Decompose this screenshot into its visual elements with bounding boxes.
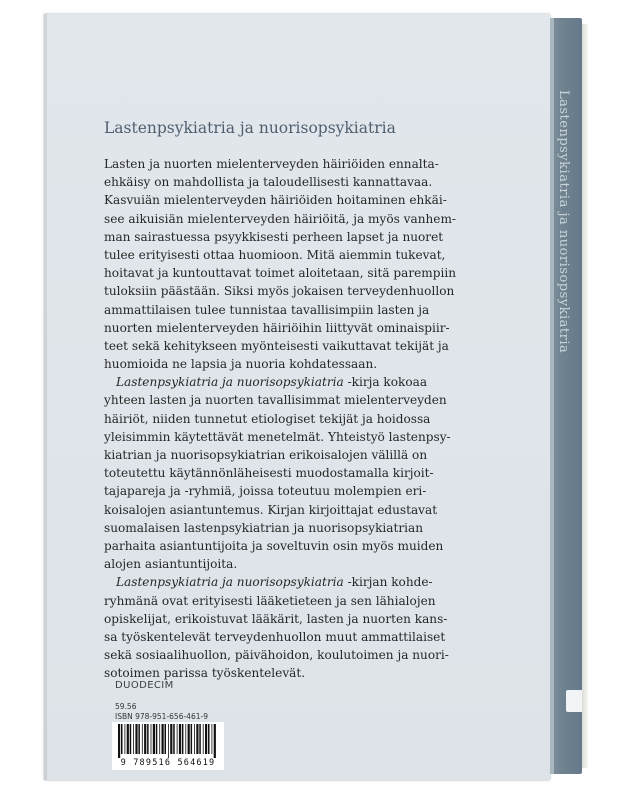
text-segment: huomioida ne lapsia ja nuoria kohdatessaan. [104, 357, 378, 372]
barcode-icon [118, 724, 218, 758]
text-segment: kiatrian ja nuorisopsykiatrian erikoisalojen välillä on [104, 448, 428, 462]
spine-title: Lastenpsykiatria ja nuorisopsykiatria [556, 90, 571, 354]
barcode [112, 722, 224, 770]
book-title-italic: Lastenpsykiatria ja nuorisopsykiatria [116, 375, 344, 390]
text-segment: man sairastuessa psyykkisesti perheen lapset ja nuoret [104, 229, 444, 244]
cover-title: Lastenpsykiatria ja nuorisopsykiatria [104, 119, 396, 137]
text-segment: ammattilaisen tulee tunnistaa tavallisimpiin lasten ja [104, 302, 430, 317]
text-segment: toteutettu käytännönläheisesti muodostamalla kirjoit- [104, 466, 434, 481]
text-line [104, 373, 544, 391]
text-segment: yleisimmin käytettävät menetelmät. Yhteistyö lastenpsy- [104, 429, 451, 444]
text-line [104, 446, 544, 464]
text-line [104, 464, 544, 482]
text-segment: opiskelijat, erikoistuvat lääkärit, lasten ja nuorten kans- [104, 611, 448, 626]
text-line [104, 173, 544, 191]
text-segment: nuorten mielenterveyden häiriöihin liittyvät ominaispiir- [104, 320, 450, 335]
barcode-number: 9 789516 564619 [120, 758, 216, 768]
text-segment: tulee erityisesti ottaa huomioon. Mitä aiemmin tukevat, [104, 247, 446, 262]
text-segment: hoitavat ja kuntouttavat toimet aloitetaan, sitä parempiin [104, 266, 457, 281]
text-line [104, 628, 544, 646]
text-line [104, 391, 544, 409]
text-line [104, 537, 544, 555]
text-line [104, 428, 544, 446]
book-title-italic: Lastenpsykiatria ja nuorisopsykiatria [116, 575, 344, 590]
text-segment: sotoimen parissa työskentelevät. [104, 666, 306, 681]
text-line [104, 573, 544, 591]
spine-highlight [550, 18, 554, 774]
text-segment: ehkäisy on mahdollista ja taloudellisesti kannattavaa. [104, 175, 433, 190]
text-line [104, 501, 544, 519]
spine-logo-icon [566, 690, 582, 712]
text-segment: Lasten ja nuorten mielenterveyden häiriöiden ennalta- [104, 157, 439, 171]
text-segment: koisalojen asiantuntemus. Kirjan kirjoittajat edustavat [104, 502, 438, 517]
text-segment: Kasvuiän mielenterveyden häiriöiden hoitaminen ehkäi- [104, 193, 447, 208]
isbn-label: ISBN 978-951-656-461-9 [115, 712, 208, 721]
text-line [104, 555, 544, 573]
text-line [104, 210, 544, 228]
text-segment: -kirja kokoaa [343, 375, 428, 390]
publisher-name: DUODECIM [115, 680, 174, 691]
text-segment: sekä sosiaalihuollon, päivähoidon, koulutoimen ja nuori- [104, 648, 449, 663]
text-line [104, 610, 544, 628]
text-line [104, 155, 544, 173]
text-line [104, 482, 544, 500]
page-edges [582, 24, 588, 768]
text-line [104, 264, 544, 282]
text-segment: tuloksiin päästään. Siksi myös jokaisen terveydenhuollon [104, 284, 455, 299]
text-line [104, 319, 544, 337]
text-line [104, 246, 544, 264]
text-line [104, 646, 544, 664]
text-segment: yhteen lasten ja nuorten tavallisimmat mielenterveyden [104, 393, 447, 408]
text-line [104, 228, 544, 246]
text-line [104, 191, 544, 209]
text-segment: alojen asiantuntijoita. [104, 557, 238, 572]
text-segment: teet sekä kehitykseen myönteisesti vaikuttavat tekijät ja [104, 338, 449, 353]
text-line [104, 337, 544, 355]
text-line [104, 410, 544, 428]
text-segment: suomalaisen lastenpsykiatrian ja nuorisopsykiatrian [104, 520, 424, 535]
text-line [104, 355, 544, 373]
text-segment: see aikuisiän mielenterveyden häiriöitä, ja myös vanhem- [104, 211, 456, 226]
text-line [104, 282, 544, 300]
text-segment: ryhmänä ovat erityisesti lääketieteen ja sen lähialojen [104, 593, 436, 608]
text-line [104, 592, 544, 610]
text-line [104, 301, 544, 319]
blurb-text [104, 155, 544, 682]
text-segment: parhaita asiantuntijoita ja soveltuvin osin myös muiden [104, 538, 444, 553]
text-segment: häiriöt, niiden tunnetut etiologiset tekijät ja hoidossa [104, 411, 431, 426]
text-segment: tajapareja ja -ryhmiä, joissa toteutuu molempien eri- [104, 484, 427, 499]
text-line [104, 519, 544, 537]
text-segment: sa työskentelevät terveydenhuollon muut ammattilaiset [104, 629, 446, 644]
price-code: 59.56 [115, 702, 137, 711]
text-segment: -kirjan kohde- [343, 575, 433, 590]
